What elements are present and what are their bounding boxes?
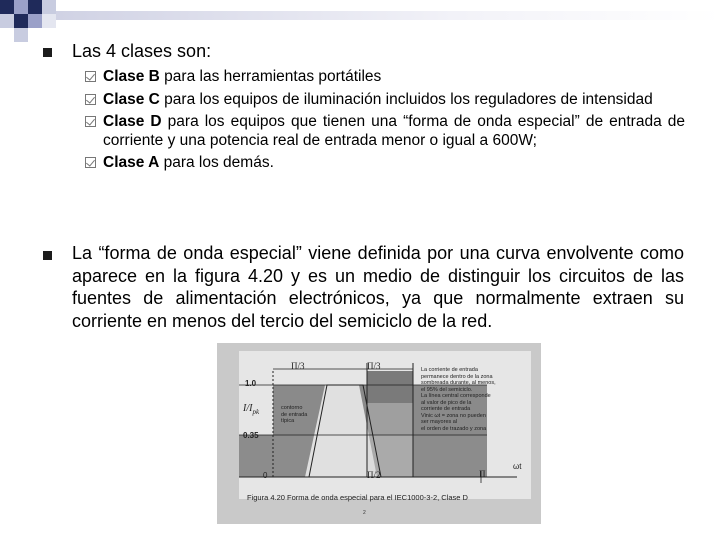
center-note-line: de entrada xyxy=(281,411,308,418)
side-note-line: el orden de trazado y zona xyxy=(421,425,487,432)
y-axis-label xyxy=(243,403,259,416)
top-mid-label: Π/3 xyxy=(367,361,381,371)
y-axis-subscript: pk xyxy=(252,408,260,416)
intro-text: Las 4 clases son: xyxy=(72,41,212,61)
class-description: para los equipos que tienen una “forma de onda especial” de entrada de corriente y una potencia real de entrada menor o igual a 600W; xyxy=(103,113,685,149)
center-note xyxy=(281,405,307,425)
figure-caption: Figura 4.20 Forma de onda especial para el IEC1000-3-2, Clase D xyxy=(247,493,468,502)
bullet-marker xyxy=(43,251,52,260)
y-axis-text: I/I xyxy=(243,403,253,414)
y-bottom-label: 0.35 xyxy=(243,431,259,440)
bottom-mark: 2 xyxy=(363,510,366,516)
class-description: para los demás. xyxy=(159,153,274,171)
figure-4-20 xyxy=(217,343,541,524)
x-end-label: Π xyxy=(479,469,486,479)
side-note-line: sombreada durante, al menos, xyxy=(421,380,496,386)
checkmark-icon xyxy=(85,71,96,82)
class-list xyxy=(85,68,685,172)
side-note-line: ser mayores al xyxy=(421,419,458,425)
side-note-line: La línea central corresponde xyxy=(421,393,491,399)
list-item xyxy=(85,68,685,87)
side-note xyxy=(421,367,521,432)
corner-decoration xyxy=(0,0,720,40)
y-top-label: 1.0 xyxy=(245,379,257,388)
side-note-line: corriente de entrada xyxy=(421,406,471,412)
top-left-label: Π/3 xyxy=(291,361,305,371)
center-note-line: típica xyxy=(281,418,295,424)
checkmark-icon xyxy=(85,157,96,168)
side-note-line: al valor de pico de la xyxy=(421,399,472,406)
side-note-line: Vinic ωt = zona no pueden xyxy=(421,412,486,419)
bullet-marker xyxy=(43,48,52,57)
class-description: para las herramientas portátiles xyxy=(159,68,382,85)
class-description: para los equipos de iluminación incluidos los reguladores de intensidad xyxy=(159,91,653,109)
class-name: Clase C xyxy=(103,91,160,109)
class-name: Clase D xyxy=(103,113,162,131)
paragraph-text: La “forma de onda especial” viene definida por una curva envolvente como aparece en la figura 4.20 y es un medio de distinguir los circuitos de las fuentes de alimentación electrónicos, ya que normalmente extraen su corriente en menos del tercio del semiciclo de la red. xyxy=(72,243,684,331)
class-name: Clase A xyxy=(103,153,160,171)
side-note-line: La corriente de entrada xyxy=(421,367,478,373)
x-axis-label: ωt xyxy=(513,462,522,471)
list-item xyxy=(85,91,685,110)
side-note-line: el 95% del semiciclo. xyxy=(421,386,473,393)
x-mid-label: Π/2 xyxy=(367,470,381,480)
list-item xyxy=(85,154,685,173)
class-name: Clase B xyxy=(103,68,160,85)
center-note-line: contorno xyxy=(281,405,303,411)
checkmark-icon xyxy=(85,116,96,127)
side-note-line: permanece dentro de la zona xyxy=(421,373,493,380)
list-item xyxy=(85,113,685,150)
checkmark-icon xyxy=(85,94,96,105)
x-origin-label: 0 xyxy=(263,471,268,480)
